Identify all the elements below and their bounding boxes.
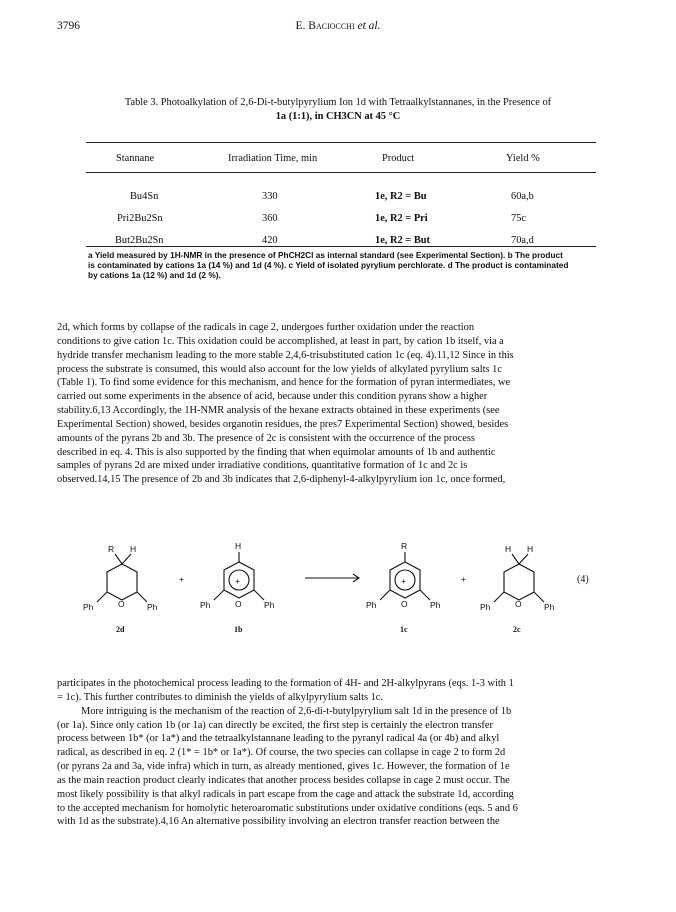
table-cell-stannane: But2Bu2Sn: [115, 235, 164, 246]
plus-sign: +: [179, 574, 184, 584]
plus-sign: +: [461, 574, 466, 584]
table-cell-stannane: Bu4Sn: [130, 191, 159, 202]
table-cell-product: 1e, R2 = Pri: [375, 213, 428, 224]
ring-oxygen-label: O: [118, 599, 125, 609]
text-line: conditions to give cation 1c. This oxidation could be accomplished, at least in part, by cation 1b itself, via a: [57, 335, 504, 347]
table-header-rule: [86, 172, 596, 173]
column-header-stannane: Stannane: [116, 153, 155, 164]
text-line: as the main reaction product clearly indicates that another process besides collapse in cage 2 must occur. The: [57, 774, 510, 786]
compound-label-2c: 2c: [513, 625, 521, 634]
table-top-rule: [86, 142, 596, 143]
text-line: More intriguing is the mechanism of the reaction of 2,6-di-t-butylpyrylium salt 1d in the presence of 1b: [81, 705, 512, 717]
compound-label-2d: 2d: [116, 625, 125, 634]
compound-label-1c: 1c: [400, 625, 408, 634]
text-line: radical, as described in eq. 2 (1* = 1b* or 1a*). Of course, the two species can collapse in cage 2 to form 2d: [57, 747, 506, 759]
text-line: (or pyrans 2a and 3a, vide infra) which in turn, as already mentioned, gives 1c. However, the formation of 1e: [57, 761, 510, 773]
substituent-label: Ph: [147, 602, 158, 612]
text-line: process the substrate is consumed, this would also account for the low yields of alkylated pyrylium salts 1c: [57, 363, 502, 375]
table-cell-time: 420: [262, 235, 278, 246]
column-header-product: Product: [382, 153, 415, 164]
substituent-label: Ph: [544, 602, 555, 612]
text-line: stability.6,13 Accordingly, the 1H-NMR analysis of the hexane extracts obtained in these experiments (see: [57, 405, 500, 417]
text-line: to the accepted mechanism for homolytic heteroaromatic substitutions under oxidative conditions (eqs. 5 and 6: [57, 802, 518, 814]
text-line: 2d, which forms by collapse of the radicals in cage 2, undergoes further oxidation under the reaction: [57, 322, 475, 333]
table-caption-line: 1a (1:1), in CH3CN at 45 °C: [275, 111, 401, 122]
text-line: hydride transfer mechanism leading to the more stable 2,4,6-trisubstituted cation 1c (eq. 4).11,12 Since in this: [57, 349, 514, 361]
text-line: (or 1a). Since only cation 1b (or 1a) can directly be excited, the first step is certainly the electron transfer: [57, 719, 493, 731]
footnote-line: by cations 1a (12 %) and 1d (2 %).: [88, 270, 221, 281]
table-caption: [88, 96, 588, 124]
substituent-label: Ph: [480, 602, 491, 612]
running-header: [0, 20, 676, 36]
text-line: participates in the photochemical process leading to the formation of 4H- and 2H-alkylpyrans (eqs. 1-3 with 1: [57, 678, 514, 689]
text-line: (Table 1). To find some evidence for this mechanism, and hence for the formation of pyran intermediates, we: [57, 377, 511, 389]
compound-label-1b: 1b: [234, 625, 243, 634]
running-header-author: E. Baciocchi et al.: [295, 20, 381, 32]
text-line: process between 1b* (or 1a*) and the tetraalkylstannane leading to the pyranyl radical 4a (or 4b) and alkyl: [57, 733, 500, 745]
text-line: described in eq. 4. This is also supported by the finding that when equimolar amounts of 1b and authentic: [57, 446, 496, 458]
table-cell-product: 1e, R2 = Bu: [375, 191, 427, 202]
table-cell-yield: 70a,d: [511, 235, 534, 246]
substituent-label: H: [130, 544, 137, 554]
table-cell-product: 1e, R2 = But: [375, 235, 430, 246]
table-cell-yield: 60a,b: [511, 191, 534, 202]
text-line: with 1d as the substrate).4,16 An alternative possibility involving an electron transfer reaction between the: [57, 816, 500, 828]
table-bottom-rule: [86, 246, 596, 247]
column-header-time: Irradiation Time, min: [228, 153, 318, 164]
page-number: 3796: [57, 20, 80, 32]
substituent-label: R: [108, 544, 115, 554]
paragraph-2: [57, 677, 613, 829]
substituent-label: Ph: [366, 600, 377, 610]
equation-number: (4): [577, 574, 589, 585]
reaction-scheme-eq4: [57, 540, 617, 650]
substituent-label: Ph: [83, 602, 94, 612]
substituent-label: R: [401, 541, 408, 551]
text-line: amounts of the pyrans 2b and 3b. The presence of 2c is consistent with the occurrence of the process: [57, 432, 475, 444]
text-line: = 1c). This further contributes to diminish the yields of alkylpyrylium salts 1c.: [57, 691, 383, 703]
text-line: observed.14,15 The presence of 2b and 3b indicates that 2,6-diphenyl-4-alkylpyrylium ion 1c, once formed,: [57, 474, 506, 486]
table-cell-time: 360: [262, 213, 278, 224]
paragraph-1: [57, 321, 613, 487]
table-footnotes: [88, 250, 598, 281]
substituent-label: H: [235, 541, 242, 551]
footnote-line: a Yield measured by 1H-NMR in the presence of PhCH2Cl as internal standard (see Experimental Section). b The product: [88, 250, 563, 260]
footnote-line: is contaminated by cations 1a (14 %) and 1d (4 %). c Yield of isolated pyrylium perchlorate. d The product is contaminated: [88, 260, 569, 271]
text-line: samples of pyrans 2d are mixed under irradiative conditions, quantitative formation of 1c and 2c is: [57, 460, 468, 472]
table-cell-yield: 75c: [511, 213, 527, 224]
substituent-label: Ph: [264, 600, 275, 610]
table-cell-stannane: Pri2Bu2Sn: [117, 213, 163, 224]
ring-oxygen-label: O: [401, 599, 408, 609]
substituent-label: Ph: [200, 600, 211, 610]
charge-label: +: [235, 576, 240, 586]
column-header-yield: Yield %: [506, 153, 540, 164]
substituent-label: H: [527, 544, 534, 554]
text-line: most likely possibility is that alkyl radicals in part escape from the cage and attack the substrate 1d, according: [57, 788, 514, 800]
table-cell-time: 330: [262, 191, 278, 202]
substituent-label: H: [505, 544, 512, 554]
text-line: Experimental Section) showed, besides organotin residues, the pres7 Experimental Section) showed, besides: [57, 418, 509, 430]
table-caption-line: Table 3. Photoalkylation of 2,6-Di-t-butylpyrylium Ion 1d with Tetraalkylstannanes, in the Presence of: [124, 97, 552, 108]
charge-label: +: [401, 576, 406, 586]
text-line: carried out some experiments in the absence of acid, because under this condition pyrans show a higher: [57, 391, 488, 403]
ring-oxygen-label: O: [515, 599, 522, 609]
substituent-label: Ph: [430, 600, 441, 610]
ring-oxygen-label: O: [235, 599, 242, 609]
